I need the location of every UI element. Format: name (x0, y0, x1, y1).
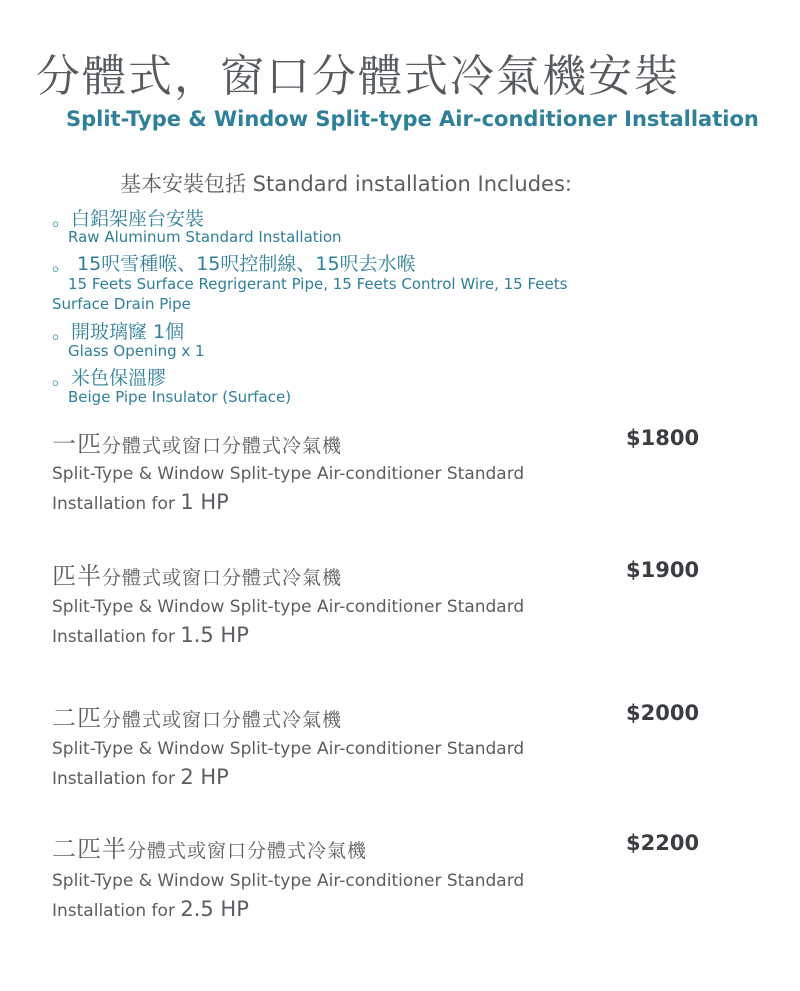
package-price: $1800 (626, 426, 700, 450)
include-item-zh: 。米色保溫膠 (52, 367, 167, 389)
include-item-en: 15 Feets Surface Regrigerant Pipe, 15 Feets Control Wire, 15 Feets Surface Drain Pipe (52, 275, 568, 313)
package-hp: 1.5 HP (180, 623, 249, 647)
package-title (52, 556, 342, 591)
package-desc-line: Installation for (52, 627, 181, 647)
package-price: $1900 (626, 558, 700, 582)
package-type-zh: 分體式或窗口分體式冷氣機 (102, 567, 343, 589)
include-item-en: Raw Aluminum Standard Installation (68, 228, 342, 246)
include-item-en: Beige Pipe Insulator (Surface) (68, 388, 292, 406)
include-item-zh: 。白鋁架座台安裝 (52, 208, 205, 230)
page-title: 分體式，窗口分體式冷氣機安裝 (36, 51, 680, 102)
package-desc-line: Split-Type & Window Split-type Air-conditioner Standard (52, 597, 525, 617)
page-subtitle: Split-Type & Window Split-type Air-conditioner Installation (66, 107, 759, 131)
include-item-zh: 。開玻璃窿 1個 (52, 321, 185, 343)
package-title (52, 698, 342, 733)
package-description (52, 593, 572, 651)
package-description (52, 867, 572, 925)
package-title (52, 829, 367, 864)
package-hp-zh: 一匹 (52, 430, 102, 458)
package-type-zh: 分體式或窗口分體式冷氣機 (127, 840, 368, 862)
includes-heading: 基本安裝包括 Standard installation Includes: (120, 172, 572, 196)
package-type-zh: 分體式或窗口分體式冷氣機 (102, 709, 343, 731)
include-item-en: Glass Opening x 1 (68, 342, 205, 360)
package-hp: 2.5 HP (180, 897, 249, 921)
package-desc-line: Installation for (52, 769, 181, 789)
package-title (52, 424, 342, 459)
package-desc-line: Split-Type & Window Split-type Air-conditioner Standard (52, 739, 525, 759)
include-item-zh: 。 15呎雪種喉、15呎控制線、15呎去水喉 (52, 253, 416, 275)
package-description (52, 460, 572, 518)
package-price: $2000 (626, 701, 700, 725)
package-hp-zh: 二匹 (52, 704, 102, 732)
package-desc-line: Split-Type & Window Split-type Air-conditioner Standard (52, 464, 525, 484)
package-hp: 2 HP (180, 765, 229, 789)
package-hp: 1 HP (180, 490, 229, 514)
package-hp-zh: 匹半 (52, 562, 102, 590)
package-description (52, 735, 572, 793)
package-desc-line: Installation for (52, 901, 181, 921)
package-desc-line: Installation for (52, 494, 181, 514)
package-desc-line: Split-Type & Window Split-type Air-conditioner Standard (52, 871, 525, 891)
package-price: $2200 (626, 831, 700, 855)
package-type-zh: 分體式或窗口分體式冷氣機 (102, 435, 343, 457)
package-hp-zh: 二匹半 (52, 835, 127, 863)
